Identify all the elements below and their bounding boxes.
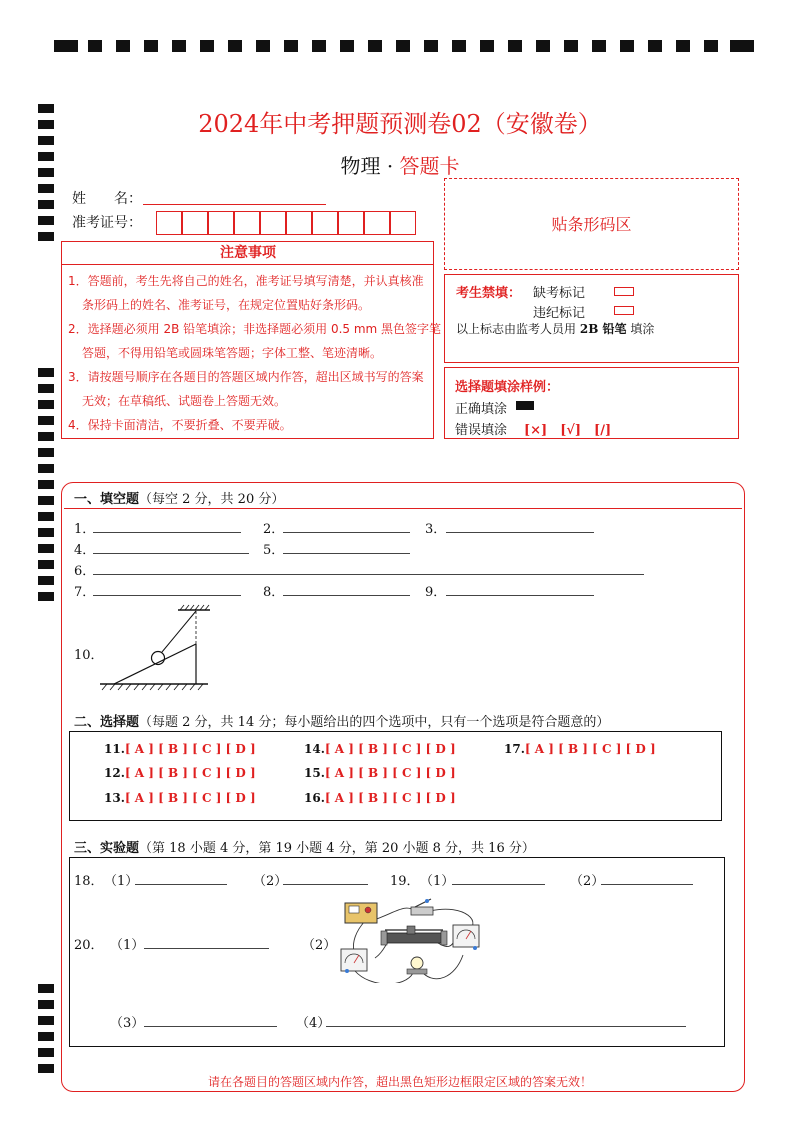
q17-number: 17. [504, 742, 525, 756]
exam-id-box[interactable] [286, 211, 312, 235]
q20-part4-line[interactable] [326, 1026, 686, 1027]
section2-note: （每题 2 分，共 14 分；每小题给出的四个选项中，只有一个选项是符合题意的） [139, 715, 610, 730]
incline-pendulum-figure[interactable] [96, 604, 216, 694]
q6-answer-line[interactable] [93, 574, 644, 575]
q20-part1-label: （1） [110, 938, 145, 953]
q2-number: 2． [263, 522, 285, 537]
circuit-figure[interactable] [335, 893, 485, 983]
q3-number: 3． [425, 522, 447, 537]
q15-options[interactable]: [ A ] [ B ] [ C ] [ D ] [324, 766, 456, 780]
q13-options[interactable]: [ A ] [ B ] [ C ] [ D ] [124, 791, 256, 805]
q12-options[interactable]: [ A ] [ B ] [ C ] [ D ] [124, 766, 256, 780]
choice-row-16[interactable] [304, 791, 456, 805]
page-subtitle [0, 150, 800, 179]
correct-fill-sample [516, 401, 534, 410]
section1-heading [74, 488, 284, 507]
violation-mark-box[interactable] [614, 306, 634, 315]
q1-answer-line[interactable] [93, 532, 241, 533]
q3-answer-line[interactable] [446, 532, 594, 533]
exam-id-box[interactable] [182, 211, 208, 235]
section1-divider [64, 508, 742, 509]
q19-part1-label: （1） [420, 874, 455, 889]
q14-options[interactable]: [ A ] [ B ] [ C ] [ D ] [324, 742, 456, 756]
q7-answer-line[interactable] [93, 595, 241, 596]
q18-number: 18． [74, 874, 104, 889]
q19-part1-line[interactable] [452, 884, 545, 885]
q11-number: 11. [104, 742, 125, 756]
q4-number: 4． [74, 543, 96, 558]
section1-title: 一、填空题 [74, 492, 140, 507]
q2-answer-line[interactable] [283, 532, 410, 533]
absent-mark-box[interactable] [614, 287, 634, 296]
exam-id-box[interactable] [156, 211, 182, 235]
footer-warning: 请在各题目的答题区域内作答，超出黑色矩形边框限定区域的答案无效！ [207, 1075, 592, 1089]
section2-heading [74, 711, 609, 730]
q5-answer-line[interactable] [283, 553, 410, 554]
choice-row-11[interactable] [104, 742, 256, 756]
q18-part2-label: （2） [253, 874, 288, 889]
section3-heading [74, 837, 535, 856]
q13-number: 13. [104, 791, 125, 805]
q20-part2-label: （2） [302, 938, 337, 953]
q18-part1-label: （1） [104, 874, 139, 889]
forbidden-note-bold: 2B 铅笔 [579, 322, 627, 336]
q16-number: 16. [304, 791, 325, 805]
q9-number: 9． [425, 585, 447, 600]
name-label: 姓 名： [72, 191, 142, 207]
q16-options[interactable]: [ A ] [ B ] [ C ] [ D ] [324, 791, 456, 805]
choice-row-17[interactable] [504, 742, 656, 756]
q6-number: 6． [74, 564, 96, 579]
separator-dot: · [386, 154, 394, 178]
choice-row-12[interactable] [104, 766, 256, 780]
forbidden-title: 考生禁填： [456, 286, 522, 301]
notice-title: 注意事项 [62, 242, 434, 265]
q8-number: 8． [263, 585, 285, 600]
q19-part2-label: （2） [570, 874, 605, 889]
exam-id-box[interactable] [234, 211, 260, 235]
wrong-fill-samples: [×] [√] [/] [524, 423, 612, 438]
q18-part2-line[interactable] [283, 884, 368, 885]
q15-number: 15. [304, 766, 325, 780]
section1-note: （每空 2 分，共 20 分） [139, 492, 285, 507]
notice-line: 答题，不得用铅笔或圆珠笔答题；字体工整、笔迹清晰。 [82, 346, 383, 360]
wrong-label: 错误填涂 [455, 423, 508, 438]
q9-answer-line[interactable] [446, 595, 594, 596]
sample-title: 选择题填涂样例： [455, 380, 560, 395]
q20-part3-label: （3） [110, 1016, 145, 1031]
q18-part1-line[interactable] [135, 884, 227, 885]
section3-note: （第 18 小题 4 分，第 19 小题 4 分，第 20 小题 8 分，共 16 分） [139, 841, 535, 856]
choice-row-15[interactable] [304, 766, 456, 780]
q17-options[interactable]: [ A ] [ B ] [ C ] [ D ] [524, 742, 656, 756]
q7-number: 7． [74, 585, 96, 600]
notice-line: 4．保持卡面清洁，不要折叠、不要弄破。 [68, 418, 292, 432]
q20-part4-label: （4） [296, 1016, 331, 1031]
notice-box [61, 241, 442, 439]
exam-id-box[interactable] [338, 211, 364, 235]
barcode-label: 贴条形码区 [551, 215, 632, 234]
correct-label: 正确填涂 [455, 402, 508, 417]
choice-row-13[interactable] [104, 791, 256, 805]
q20-part3-line[interactable] [144, 1026, 277, 1027]
notice-line: 无效；在草稿纸、试题卷上答题无效。 [82, 394, 287, 408]
q4-answer-line[interactable] [93, 553, 249, 554]
exam-id-label: 准考证号： [72, 215, 142, 231]
subject-label: 物理 [340, 154, 381, 178]
page-title: 2024年中考押题预测卷02（安徽卷） [198, 110, 602, 138]
exam-id-box[interactable] [260, 211, 286, 235]
q19-number: 19． [390, 874, 420, 889]
q5-number: 5． [263, 543, 285, 558]
forbidden-note-pre: 以上标志由监考人员用 [456, 322, 577, 336]
exam-id-box[interactable] [208, 211, 234, 235]
forbidden-note [456, 320, 654, 337]
name-field[interactable] [143, 204, 326, 205]
notice-line: 3．请按题号顺序在各题目的答题区域内作答，超出区域书写的答案 [68, 370, 424, 384]
q14-number: 14. [304, 742, 325, 756]
q1-number: 1． [74, 522, 96, 537]
q12-number: 12. [104, 766, 125, 780]
q11-options[interactable]: [ A ] [ B ] [ C ] [ D ] [124, 742, 256, 756]
q20-number: 20． [74, 938, 104, 953]
section2-title: 二、选择题 [74, 715, 140, 730]
section3-title: 三、实验题 [74, 841, 140, 856]
notice-line: 1．答题前，考生先将自己的姓名，准考证号填写清楚，并认真核准 [68, 274, 424, 288]
q8-answer-line[interactable] [283, 595, 410, 596]
absent-label: 缺考标记 [533, 286, 586, 301]
forbidden-note-post: 填涂 [630, 322, 655, 336]
exam-id-box[interactable] [364, 211, 390, 235]
card-label: 答题卡 [399, 154, 460, 178]
violation-label: 违纪标记 [533, 306, 586, 321]
q10-number: 10． [74, 648, 104, 663]
q20-part1-line[interactable] [144, 948, 269, 949]
choice-row-14[interactable] [304, 742, 456, 756]
exam-id-box[interactable] [390, 211, 416, 235]
notice-line: 2．选择题必须用 2B 铅笔填涂；非选择题必须用 0.5 mm 黑色签字笔 [68, 322, 442, 336]
q19-part2-line[interactable] [601, 884, 693, 885]
notice-line: 条形码上的姓名、准考证号，在规定位置贴好条形码。 [82, 298, 371, 312]
exam-id-box[interactable] [312, 211, 338, 235]
